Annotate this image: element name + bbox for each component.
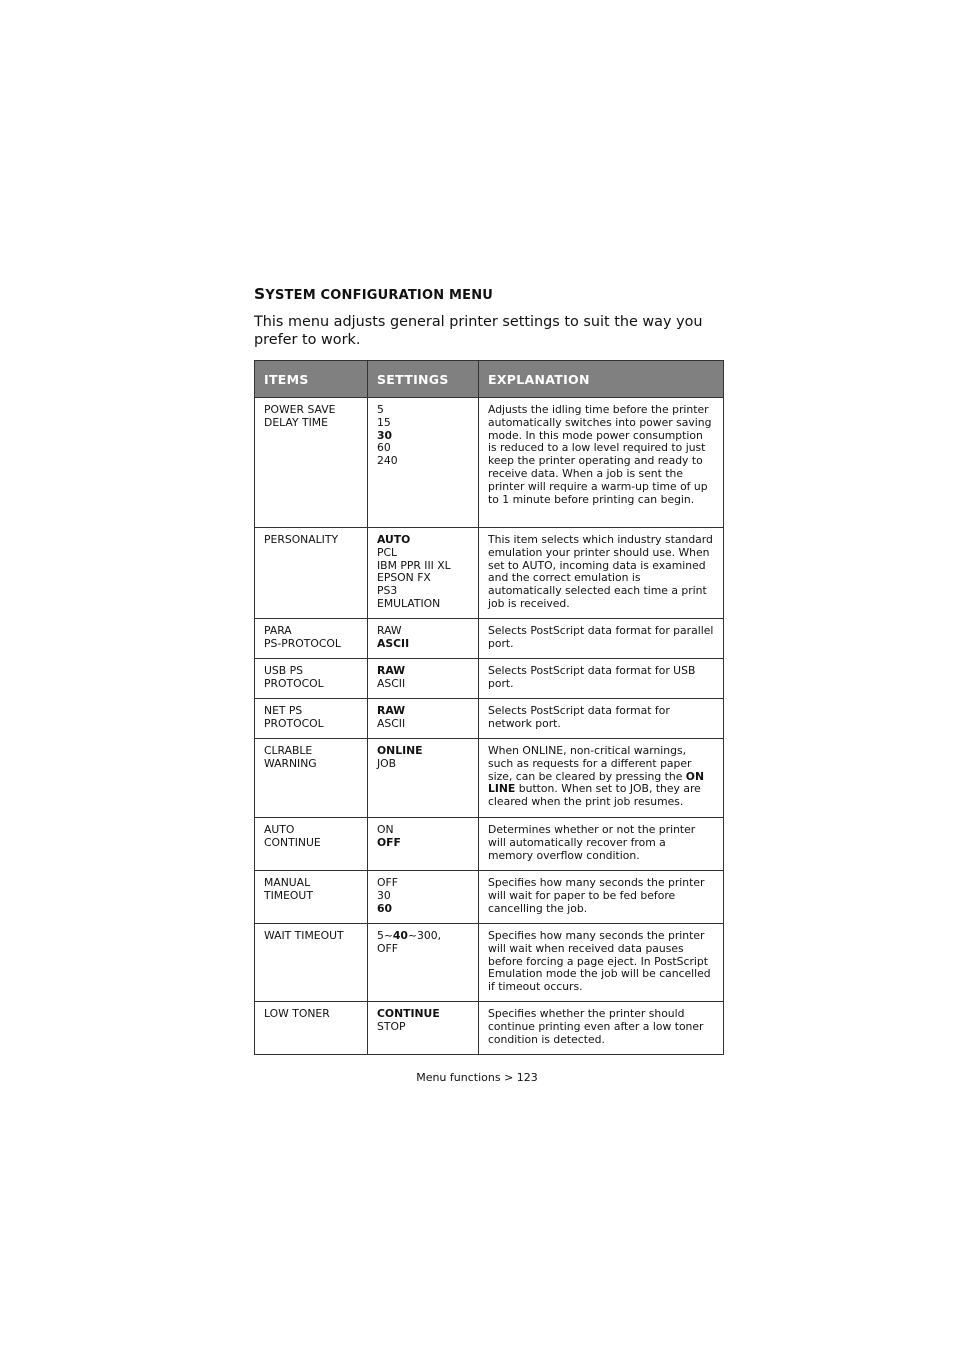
table-row	[255, 818, 724, 871]
settings-cell	[368, 398, 479, 528]
explanation-text: Specifies whether the printer should continue printing even after a low toner condition is detected.	[488, 1007, 704, 1046]
section-title-initial: S	[254, 285, 266, 303]
explanation-text: Specifies how many seconds the printer will wait for paper to be fed before cancelling the job.	[488, 876, 705, 915]
setting-value: PCL	[377, 545, 398, 559]
setting-value-default: RAW	[377, 704, 406, 717]
item-text: TIMEOUT	[264, 888, 313, 902]
item-cell	[255, 528, 368, 619]
table-row	[255, 659, 724, 699]
setting-value: JOB	[377, 756, 397, 770]
item-cell	[255, 924, 368, 1002]
settings-cell	[368, 659, 479, 699]
setting-range-part: 5~	[377, 929, 393, 942]
setting-value: ON	[377, 823, 394, 836]
setting-value: OFF	[377, 876, 398, 889]
setting-value: OFF	[377, 941, 398, 955]
setting-value: EPSON FX	[377, 571, 431, 585]
setting-value-default: OFF	[377, 835, 401, 849]
settings-cell	[368, 619, 479, 659]
table-row	[255, 739, 724, 818]
item-cell	[255, 739, 368, 818]
header-settings: SETTINGS	[368, 361, 479, 398]
settings-cell	[368, 818, 479, 871]
setting-value: PS3	[377, 584, 398, 598]
setting-value-default: RAW	[377, 664, 406, 677]
header-explanation: EXPLANATION	[479, 361, 724, 398]
setting-value: 30	[377, 888, 391, 902]
page-footer: Menu functions > 123	[416, 1071, 538, 1084]
setting-value: RAW	[377, 624, 402, 637]
table-row	[255, 1002, 724, 1055]
item-cell	[255, 398, 368, 528]
item-text: NET PS	[264, 704, 303, 717]
table-row	[255, 528, 724, 619]
explanation-text: Determines whether or not the printer will automatically recover from a memory overflow condition.	[488, 823, 696, 862]
item-text: AUTO	[264, 823, 295, 836]
explanation-cell	[479, 528, 724, 619]
item-text: CONTINUE	[264, 835, 321, 849]
settings-cell	[368, 699, 479, 739]
setting-range	[377, 930, 469, 943]
system-configuration-table	[254, 360, 724, 1055]
explanation-text: Adjusts the idling time before the printer automatically switches into power saving mode. In this mode power consumption is reduced to a low level required to just keep the printer operating and ready to receive data. When a job is sent the printer will require a warm-up time of up to 1 minute before printing can begin.	[488, 403, 712, 506]
explanation-cell	[479, 619, 724, 659]
section-title	[254, 285, 493, 303]
setting-value-default: 40	[392, 929, 408, 942]
setting-value: EMULATION	[377, 596, 441, 610]
setting-value-default: ONLINE	[377, 744, 423, 757]
setting-value: 15	[377, 415, 391, 429]
item-cell	[255, 1002, 368, 1055]
settings-cell	[368, 871, 479, 924]
table-row	[255, 871, 724, 924]
intro-paragraph: This menu adjusts general printer settings to suit the way you prefer to work.	[254, 314, 703, 348]
setting-value-default: CONTINUE	[377, 1007, 440, 1020]
item-text: LOW TONER	[264, 1007, 330, 1020]
item-cell	[255, 818, 368, 871]
explanation-cell	[479, 1002, 724, 1055]
item-text: PROTOCOL	[264, 716, 324, 730]
section-title-rest: YSTEM CONFIGURATION MENU	[265, 288, 494, 303]
table-row	[255, 398, 724, 528]
item-text: POWER SAVE	[264, 403, 336, 416]
explanation-cell	[479, 699, 724, 739]
explanation-cell	[479, 739, 724, 818]
setting-value: IBM PPR III XL	[377, 558, 451, 572]
table-row	[255, 699, 724, 739]
item-text: PS-PROTOCOL	[264, 636, 341, 650]
item-cell	[255, 699, 368, 739]
setting-value: ASCII	[377, 676, 406, 690]
setting-range-part: ~300,	[407, 929, 442, 942]
setting-value: 240	[377, 454, 398, 468]
table-row	[255, 619, 724, 659]
explanation-text: Specifies how many seconds the printer will wait when received data pauses before forcing a page eject. In PostScript Emulation mode the job will be cancelled if timeout occurs.	[488, 929, 711, 994]
item-text: DELAY TIME	[264, 415, 328, 429]
setting-value-default: ASCII	[377, 636, 410, 650]
explanation-cell	[479, 398, 724, 528]
explanation-text: Selects PostScript data format for parallel port.	[488, 624, 714, 650]
table-row	[255, 924, 724, 1002]
item-cell	[255, 871, 368, 924]
item-text: PERSONALITY	[264, 533, 339, 546]
explanation-text-part: button. When set to JOB, they are cleared when the print job resumes.	[488, 782, 701, 809]
online-button-reference: ON LINE	[488, 769, 704, 796]
setting-value: ASCII	[377, 716, 406, 730]
item-text: MANUAL	[264, 876, 311, 889]
item-text: USB PS	[264, 664, 303, 677]
settings-cell	[368, 739, 479, 818]
setting-value: 60	[377, 441, 391, 455]
explanation-text: Selects PostScript data format for network port.	[488, 704, 670, 730]
header-items: ITEMS	[255, 361, 368, 398]
explanation-cell	[479, 818, 724, 871]
settings-cell	[368, 924, 479, 1002]
item-text: PROTOCOL	[264, 676, 324, 690]
setting-value: 5	[377, 403, 384, 416]
explanation-text-part: When ONLINE, non-critical warnings, such as requests for a different paper size, can be cleared by pressing the	[488, 744, 692, 783]
item-text: CLRABLE	[264, 744, 313, 757]
settings-cell	[368, 1002, 479, 1055]
setting-value-default: 60	[377, 901, 393, 915]
setting-value: STOP	[377, 1019, 406, 1033]
explanation-text: Selects PostScript data format for USB port.	[488, 664, 696, 690]
setting-value-default: 30	[377, 428, 393, 442]
item-text: PARA	[264, 624, 292, 637]
explanation-cell	[479, 659, 724, 699]
item-cell	[255, 619, 368, 659]
explanation-cell	[479, 924, 724, 1002]
explanation-text	[488, 745, 714, 809]
item-cell	[255, 659, 368, 699]
item-text: WAIT TIMEOUT	[264, 929, 344, 942]
explanation-cell	[479, 871, 724, 924]
explanation-text: This item selects which industry standard emulation your printer should use. When set to AUTO, incoming data is examined and the correct emulation is automatically selected each time a print job is received.	[488, 533, 713, 610]
settings-cell	[368, 528, 479, 619]
table-header-row	[255, 361, 724, 398]
item-text: WARNING	[264, 756, 317, 770]
setting-value-default: AUTO	[377, 533, 411, 546]
